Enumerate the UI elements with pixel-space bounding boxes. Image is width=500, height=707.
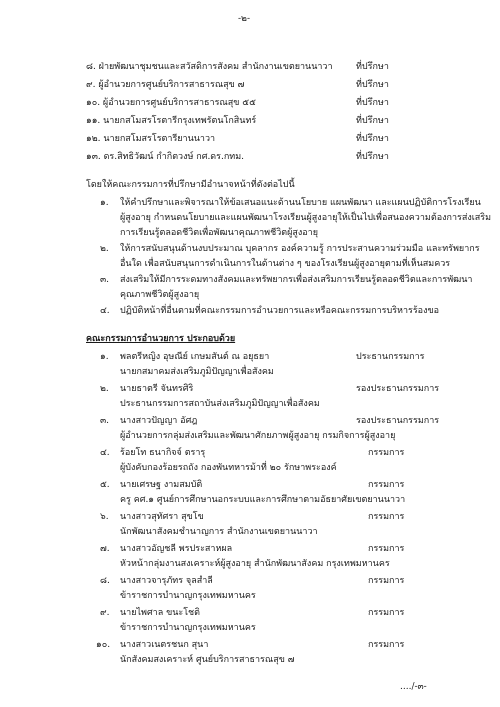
member-role: รองประธานกรรมการ <box>356 416 440 426</box>
duties-intro: โดยให้คณะกรรมการที่ปรึกษามีอำนาจหน้าที่ดังต่อไปนี้ <box>86 180 295 190</box>
member-name: นางสาวปัญญา อัศฎ <box>120 416 198 426</box>
member-name: นางสาวจารุภัทร จุลสำลี <box>120 576 213 586</box>
member-name: พลตรีหญิง อุษณีย์ เกษมสันต์ ณ อยุธยา <box>120 352 270 362</box>
member-position: ประธานกรรมการสถาบันส่งเสริมภูมิปัญญาเพื่อสังคม <box>120 399 320 409</box>
advisor-item: ๑๒. นายกสโมสรโรตารียานนาวา <box>86 134 216 144</box>
duty-line: ส่งเสริมให้มีการระดมทางสังคมและทรัพยากรเพื่อส่งเสริมการเรียนรู้ตลอดชีวิตและการพัฒนา <box>120 275 473 285</box>
member-name: นางสาวเนตรชนก สุนา <box>120 640 209 650</box>
member-role: กรรมการ <box>368 640 405 650</box>
member-role: ประธานกรรมการ <box>356 352 425 362</box>
duty-line: การเรียนรู้ตลอดชีวิตเพื่อพัฒนาคุณภาพชีวิตผู้สูงอายุ <box>120 228 318 238</box>
advisor-item: ๑๐. ผู้อำนวยการศูนย์บริการสาธารณสุข ๕๕ <box>86 98 256 108</box>
advisor-item: ๑๑. นายกสโมสรโรตารีกรุงเทพรัตนโกสินทร์ <box>86 116 257 126</box>
page-number: -๒- <box>238 14 251 24</box>
member-position: หัวหน้ากลุ่มงานสงเคราะห์ผู้สูงอายุ สำนักพัฒนาสังคม กรุงเทพมหานคร <box>120 559 390 569</box>
advisor-role: ที่ปรึกษา <box>356 80 389 90</box>
advisor-item: ๙. ผู้อำนวยการศูนย์บริการสาธารณสุข ๗ <box>86 80 245 90</box>
member-number: ๒. <box>100 384 109 394</box>
member-name: นางสาวสุทัศรา สุขโข <box>120 512 204 522</box>
member-name: ร้อยโท ธนากิจจ์ ตรารุ <box>120 448 206 458</box>
member-number: ๑๐. <box>96 640 111 650</box>
duty-number: ๑. <box>100 198 109 208</box>
member-role: กรรมการ <box>368 544 405 554</box>
member-position: นักสังคมสงเคราะห์ ศูนย์บริการสาธารณสุข ๗ <box>120 655 295 665</box>
member-name: นายธาตรี จันทรศิริ <box>120 384 194 394</box>
member-number: ๘. <box>100 576 110 586</box>
member-number: ๙. <box>100 608 110 618</box>
duty-number: ๒. <box>100 244 109 254</box>
member-position: นักพัฒนาสังคมชำนาญการ สำนักงานเขตยานนาวา <box>120 527 318 537</box>
member-number: ๑. <box>100 352 109 362</box>
member-role: รองประธานกรรมการ <box>356 384 440 394</box>
member-position: นายกสมาคมส่งเสริมภูมิปัญญาเพื่อสังคม <box>120 367 274 377</box>
member-role: กรรมการ <box>368 608 405 618</box>
member-role: กรรมการ <box>368 448 405 458</box>
advisor-role: ที่ปรึกษา <box>356 152 389 162</box>
member-name: นายไพศาล ขนะโชติ <box>120 608 201 618</box>
duty-line: คุณภาพชีวิตผู้สูงอายุ <box>120 290 200 300</box>
advisor-role: ที่ปรึกษา <box>356 62 389 72</box>
committee-heading: คณะกรรมการอำนวยการ ประกอบด้วย <box>86 334 236 344</box>
duty-number: ๓. <box>100 275 110 285</box>
member-position: ข้าราชการบำนาญกรุงเทพมหานคร <box>120 623 256 633</box>
member-role: กรรมการ <box>368 576 405 586</box>
member-position: ผู้บังคับกองร้อยรถถัง กองพันทหารม้าที่ ๒๐ รักษาพระองค์ <box>120 463 337 473</box>
member-role: กรรมการ <box>368 480 405 490</box>
member-number: ๗. <box>100 544 110 554</box>
duty-line: ผู้สูงอายุ กำหนดนโยบายและแผนพัฒนาโรงเรียนผู้สูงอายุให้เป็นไปเพื่อสนองความต้องการส่งเสริม <box>120 213 492 223</box>
duty-number: ๔. <box>100 306 110 316</box>
member-number: ๔. <box>100 448 110 458</box>
advisor-item: ๘. ฝ่ายพัฒนาชุมชนและสวัสดิการสังคม สำนักงานเขตยานนาวา <box>86 62 333 72</box>
member-role: กรรมการ <box>368 512 405 522</box>
member-name: นายเศรษฐ งามสมบัติ <box>120 480 203 490</box>
member-name: นางสาวอัญชลี พรประสาหผล <box>120 544 233 554</box>
member-number: ๖. <box>100 512 109 522</box>
duty-line: อื่นใด เพื่อสนับสนุนการดำเนินการในด้านต่าง ๆ ของโรงเรียนผู้สูงอายุตามที่เห็นสมควร <box>120 259 451 269</box>
member-number: ๓. <box>100 416 110 426</box>
member-position: ข้าราชการบำนาญกรุงเทพมหานคร <box>120 591 256 601</box>
duty-line: ให้คำปรึกษาและพิจารณาให้ข้อเสนอแนะด้านนโยบาย แผนพัฒนา และแผนปฏิบัติการโรงเรียน <box>120 198 481 208</box>
member-position: ครู คศ.๑ ศูนย์การศึกษานอกระบบและการศึกษาตามอัธยาศัยเขตยานนาวา <box>120 495 406 505</box>
advisor-role: ที่ปรึกษา <box>356 98 389 108</box>
advisor-role: ที่ปรึกษา <box>356 134 389 144</box>
advisor-role: ที่ปรึกษา <box>356 116 389 126</box>
duty-line: ปฏิบัติหน้าที่อื่นตามที่คณะกรรมการอำนวยการและหรือคณะกรรมการบริหารร้องขอ <box>120 306 440 316</box>
member-number: ๕. <box>100 480 110 490</box>
advisor-item: ๑๓. ดร.สิทธิวัฒน์ กำกิตวงษ์ กศ.ดร.กทม. <box>86 152 245 162</box>
member-position: ผู้อำนวยการกลุ่มส่งเสริมและพัฒนาศักยภาพผู้สูงอายุ กรมกิจการผู้สูงอายุ <box>120 431 396 441</box>
duty-line: ให้การสนับสนุนด้านงบประมาณ บุคลากร องค์ความรู้ การประสานความร่วมมือ และทรัพยากร <box>120 244 480 254</box>
continuation-marker: ..../-๓- <box>400 682 427 692</box>
